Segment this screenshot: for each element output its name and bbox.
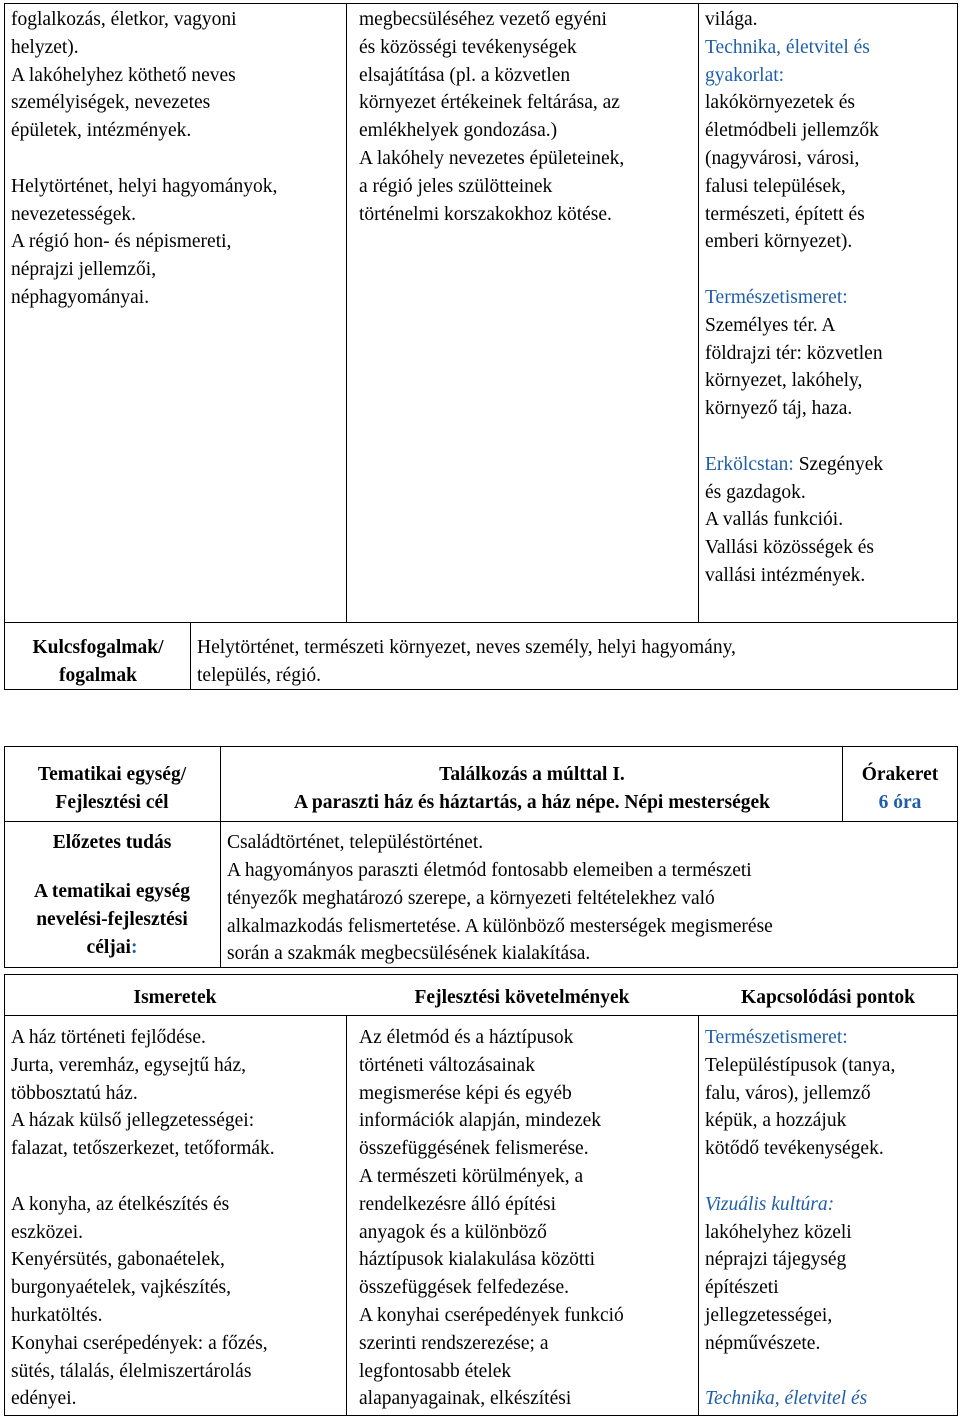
text-line: környezet, lakóhely, xyxy=(705,370,863,392)
tematikai-egyseg-label xyxy=(6,761,218,817)
text-line: alkalmazkodás felismertetése. A különböző mesterségek megismerése xyxy=(227,915,773,937)
orakeret-label: Órakeret xyxy=(861,764,939,785)
subject-label-vizualis-kultura: Vizuális kultúra: xyxy=(705,1193,835,1215)
text-line: fogalmak xyxy=(59,664,137,686)
text-line: falazat, tetőszerkezet, tetőformák. xyxy=(11,1138,275,1160)
text-line: A természeti körülmények, a xyxy=(359,1165,584,1187)
subject-label-termeszetismeret: Természetismeret: xyxy=(705,1027,848,1048)
text-line: hurkatöltés. xyxy=(11,1304,103,1326)
text-line: építészeti xyxy=(705,1277,779,1299)
subject-label-gyakorlat: gyakorlat: xyxy=(705,64,785,86)
orakeret-value: 6 óra xyxy=(878,791,922,813)
text-line: A lakóhely nevezetes épületeinek, xyxy=(359,147,625,169)
text-line: A konyha, az ételkészítés és xyxy=(11,1193,230,1215)
content-table xyxy=(4,974,958,1416)
text-line: rendelkezésre álló építési xyxy=(359,1193,557,1215)
text-line: személyiségek, nevezetes xyxy=(11,92,211,114)
table-border-right xyxy=(957,746,958,968)
text-line: többosztatú ház. xyxy=(11,1082,138,1104)
column-divider xyxy=(842,746,843,821)
text-line: Kenyérsütés, gabonaételek, xyxy=(11,1249,225,1271)
text-line: megbecsüléséhez vezető egyéni xyxy=(359,9,607,30)
text-line: legfontosabb ételek xyxy=(359,1360,512,1382)
text-line: néphagyományai. xyxy=(11,286,150,308)
kapcsolodasi-cell xyxy=(705,1024,955,1413)
header-kapcsolodasi-pontok: Kapcsolódási pontok xyxy=(741,987,915,1008)
text-line: sütés, tálalás, élelmiszertárolás xyxy=(11,1360,252,1382)
text-line: helyzet). xyxy=(11,36,79,58)
text-line: foglalkozás, életkor, vagyoni xyxy=(11,9,237,30)
spacer xyxy=(11,145,341,173)
fejlesztesi-cell xyxy=(359,1024,695,1413)
row-divider xyxy=(4,622,958,623)
column-divider xyxy=(346,3,347,622)
text-line: nevelési-fejlesztési xyxy=(36,908,188,930)
text-line: eszközei. xyxy=(11,1221,84,1243)
text-line: nevezetességek. xyxy=(11,203,137,225)
fejlesztesi-cell xyxy=(359,6,695,228)
subject-label-termeszetismeret: Természetismeret: xyxy=(705,286,848,308)
spacer xyxy=(705,1358,955,1386)
text-line: Kulcsfogalmak/ xyxy=(32,637,164,658)
text-line: és közösségi tevékenységek xyxy=(359,36,577,58)
spacer xyxy=(705,256,955,284)
text-line: összefüggések felfedezése. xyxy=(359,1277,570,1299)
text-line: vallási intézmények. xyxy=(705,564,866,586)
text-fragment: céljai xyxy=(86,936,131,958)
text-line: Konyhai cserépedények: a főzés, xyxy=(11,1332,268,1354)
text-line: (nagyvárosi, városi, xyxy=(705,147,860,169)
text-line: környező táj, haza. xyxy=(705,398,853,420)
table-border-right xyxy=(957,974,958,1416)
text-fragment: : xyxy=(130,936,138,958)
unit-title xyxy=(224,761,840,817)
text-line: során a szakmák megbecsülésének kialakítása. xyxy=(227,943,591,965)
text-line: A régió hon- és népismereti, xyxy=(11,231,232,253)
text-line: háztípusok kialakulása közötti xyxy=(359,1249,596,1271)
text-line: Jurta, veremház, egysejtű ház, xyxy=(11,1054,246,1076)
text-line: és gazdagok. xyxy=(705,481,806,503)
text-line: A ház történeti fejlődése. xyxy=(11,1027,206,1048)
spacer xyxy=(11,1163,343,1191)
text-line: A házak külső jellegzetességei: xyxy=(11,1110,255,1132)
text-line: földrajzi tér: közvetlen xyxy=(705,342,883,364)
text-line: Tematikai egység/ xyxy=(37,764,187,785)
table-border-left xyxy=(4,3,5,690)
text-line: néprajzi tájegység xyxy=(705,1249,847,1271)
text-line: falusi települések, xyxy=(705,175,846,197)
text-line: edényei. xyxy=(11,1388,77,1410)
text-line: épületek, intézmények. xyxy=(11,120,192,142)
text-line: tényezők meghatározó szerepe, a környezeti feltételekhez való xyxy=(227,887,715,909)
column-divider xyxy=(698,1015,699,1416)
text-line: lakókörnyezetek és xyxy=(705,92,855,114)
text-line: környezet értékeinek feltárása, az xyxy=(359,92,620,114)
table-border-right xyxy=(957,3,958,690)
text-line: Helytörténet, természeti környezet, neves személy, helyi hagyomány, xyxy=(197,637,736,658)
text-line: összefüggésének felismerése. xyxy=(359,1138,589,1160)
text-line: történelmi korszakokhoz kötése. xyxy=(359,203,612,225)
kulcsfogalmak-text xyxy=(197,634,952,690)
column-divider xyxy=(346,1015,347,1416)
text-line: elsajátítása (pl. a közvetlen xyxy=(359,64,571,86)
text-line xyxy=(705,451,955,479)
elozetes-tudas-text: Családtörténet, településtörténet. xyxy=(227,832,484,853)
subject-label-technika: Technika, életvitel és xyxy=(705,36,870,58)
table-border-top xyxy=(4,3,958,4)
table-border-top xyxy=(4,974,958,975)
subject-label-erkolcstan: Erkölcstan: xyxy=(705,453,794,475)
header-fejlesztesi-kovetelmenyek: Fejlesztési követelmények xyxy=(414,987,630,1008)
text-line: A konyhai cserépedények funkció xyxy=(359,1304,624,1326)
ismeretek-cell xyxy=(11,6,341,312)
column-divider xyxy=(698,3,699,622)
text-line: információk alapján, mindezek xyxy=(359,1110,602,1132)
table-border-top xyxy=(4,746,958,747)
text-line: A lakóhelyhez köthető neves xyxy=(11,64,236,86)
text-line: burgonyaételek, vajkészítés, xyxy=(11,1277,232,1299)
text-line: néprajzi jellemzői, xyxy=(11,259,157,281)
table-border-left xyxy=(4,974,5,1416)
table-border-bottom xyxy=(4,1415,958,1416)
curriculum-table-continued xyxy=(4,3,958,690)
text-line: természeti, épített és xyxy=(705,203,865,225)
text-line: Találkozás a múlttal I. xyxy=(439,764,625,785)
spacer xyxy=(705,423,955,451)
text-line: falu, város), jellemző xyxy=(705,1082,871,1104)
column-divider xyxy=(190,622,191,689)
text-line: népművészete. xyxy=(705,1332,821,1354)
kulcsfogalmak-label xyxy=(8,634,188,690)
text-line: világa. xyxy=(705,9,758,30)
text-line: megismerése képi és egyéb xyxy=(359,1082,572,1104)
text-line: kötődő tevékenységek. xyxy=(705,1138,884,1160)
text-line: jellegzetességei, xyxy=(705,1304,833,1326)
text-line: Helytörténet, helyi hagyományok, xyxy=(11,175,278,197)
text-line: emlékhelyek gondozása.) xyxy=(359,120,558,142)
table-border-left xyxy=(4,746,5,968)
elozetes-tudas-label: Előzetes tudás xyxy=(52,832,172,853)
text-line: Az életmód és a háztípusok xyxy=(359,1027,574,1048)
text-line xyxy=(6,934,218,962)
text-line: alapanyagainak, elkészítési xyxy=(359,1388,572,1410)
text-line: képük, a hozzájuk xyxy=(705,1110,847,1132)
text-line: A paraszti ház és háztartás, a ház népe. Népi mesterségek xyxy=(293,791,771,813)
text-line: A hagyományos paraszti életmód fontosabb elemeiben a természeti xyxy=(227,860,752,881)
text-line: emberi környezet). xyxy=(705,231,853,253)
text-line: Településtípusok (tanya, xyxy=(705,1054,896,1076)
text-line: A tematikai egység xyxy=(34,881,190,902)
celjai-label xyxy=(6,878,218,961)
column-divider xyxy=(220,746,221,968)
orakeret-cell xyxy=(844,761,956,817)
text-line: a régió jeles szülötteinek xyxy=(359,175,553,197)
kapcsolodasi-cell xyxy=(705,6,955,590)
text-line: anyagok és a különböző xyxy=(359,1221,547,1243)
text-line: Vallási közösségek és xyxy=(705,537,874,559)
ismeretek-cell xyxy=(11,1024,343,1413)
thematic-unit-header-table xyxy=(4,746,958,968)
subject-label-technika: Technika, életvitel és xyxy=(705,1388,868,1410)
header-ismeretek: Ismeretek xyxy=(133,987,217,1008)
text-line: történeti változásainak xyxy=(359,1054,535,1076)
text-line: szerinti rendszerezése; a xyxy=(359,1332,549,1354)
text-line: település, régió. xyxy=(197,664,321,686)
text-fragment: Szegények xyxy=(793,453,884,475)
text-line: életmódbeli jellemzők xyxy=(705,120,879,142)
row-divider xyxy=(4,821,958,822)
header-divider xyxy=(4,1015,958,1016)
spacer xyxy=(705,1163,955,1191)
text-line: Fejlesztési cél xyxy=(55,791,169,813)
text-line: Személyes tér. A xyxy=(705,314,836,336)
celjai-text xyxy=(227,857,953,968)
text-line: lakóhelyhez közeli xyxy=(705,1221,852,1243)
text-line: A vallás funkciói. xyxy=(705,509,844,531)
